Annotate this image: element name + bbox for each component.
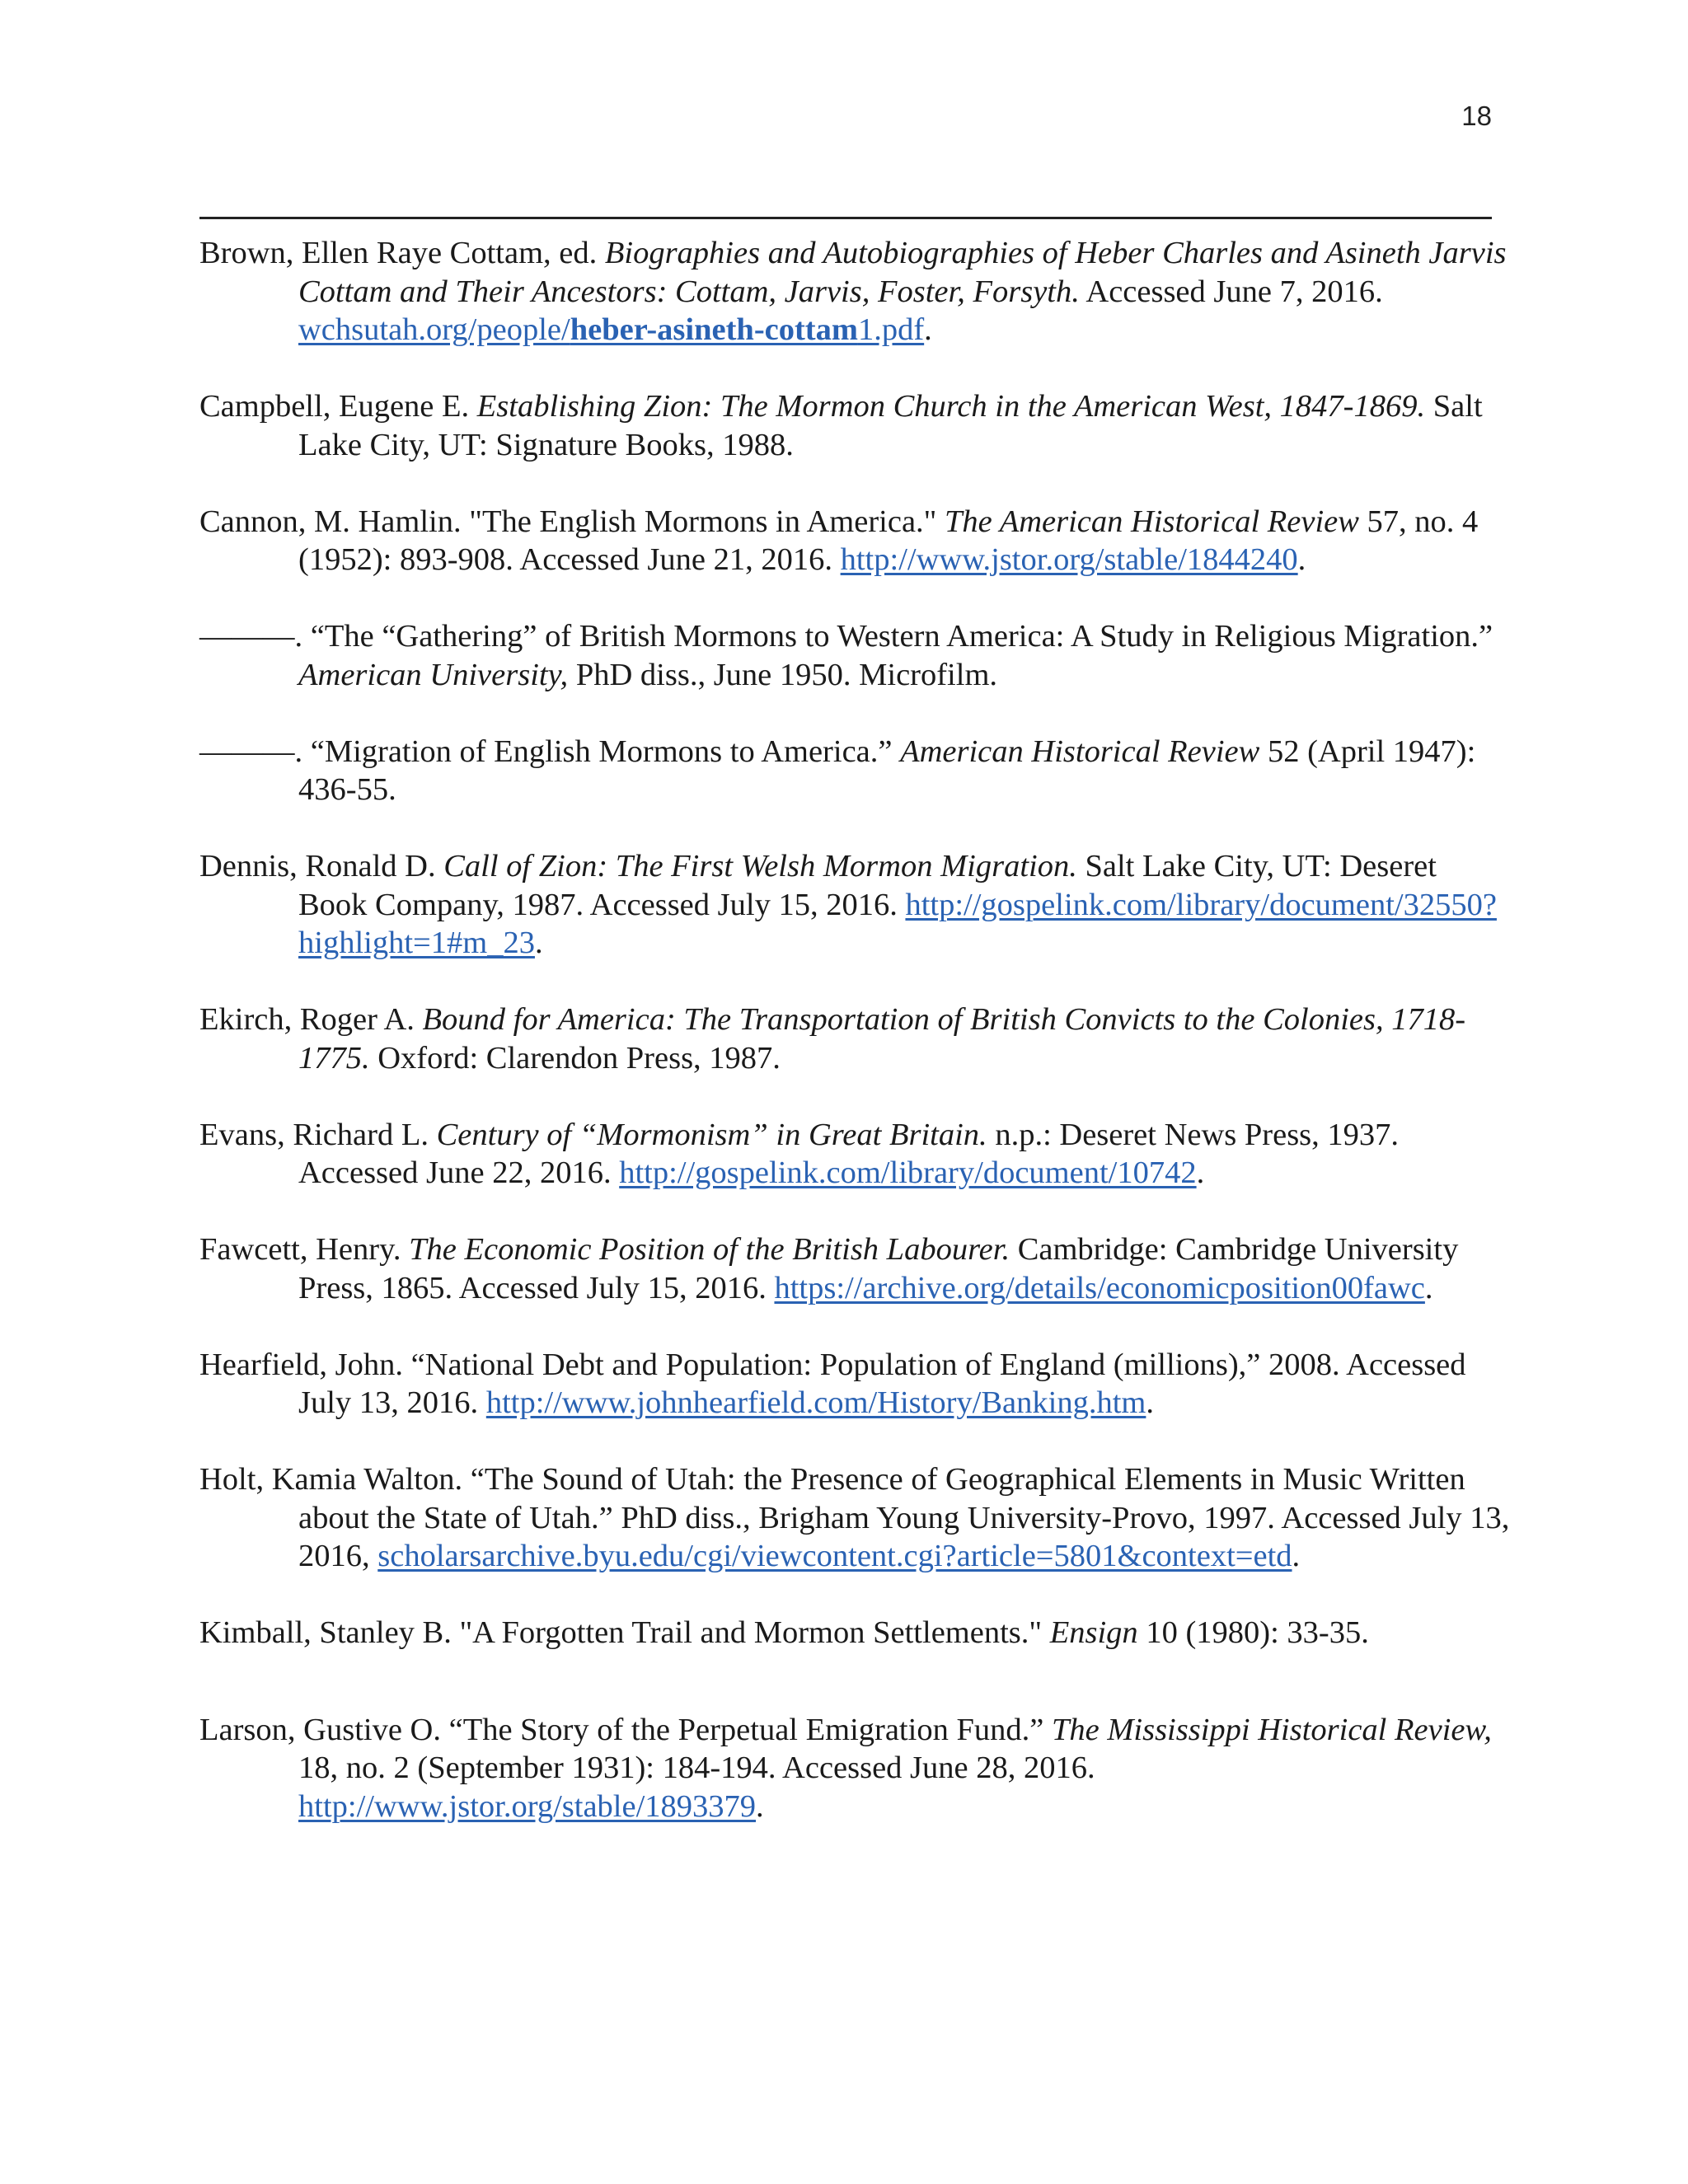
entry-dash: ———.: [199, 619, 303, 654]
entry-details: 18, no. 2 (September 1931): 184-194. Accessed June 28, 2016.: [298, 1750, 1095, 1785]
bibliography-entry-hearfield: [199, 1346, 1510, 1422]
bibliography-entry-holt: [199, 1460, 1510, 1576]
entry-link[interactable]: http://www.jstor.org/stable/1893379: [298, 1788, 757, 1824]
entry-article: “The Story of the Perpetual Emigration Fund.”: [448, 1712, 1044, 1747]
entry-author: Evans, Richard L.: [199, 1117, 429, 1152]
link-text: wchsutah.org/people/: [298, 312, 570, 347]
entry-article: “The Sound of Utah: the Presence of Geographical Elements in Music Written about the State of Utah.”: [298, 1462, 1465, 1535]
entry-link[interactable]: https://archive.org/details/economicposition00fawc: [774, 1270, 1425, 1305]
entry-details: Oxford: Clarendon Press, 1987.: [377, 1040, 781, 1076]
entry-link[interactable]: http://www.jstor.org/stable/1844240: [840, 542, 1298, 577]
page-number: 18: [1461, 101, 1492, 131]
bibliography-entry-brown: [199, 234, 1510, 349]
entry-details: 57, no. 4 (1952): 893-908. Accessed June 21, 2016.: [298, 504, 1479, 577]
entry-details: Salt Lake City, UT: Signature Books, 1988.: [298, 389, 1483, 462]
entry-article: "A Forgotten Trail and Mormon Settlements.": [459, 1615, 1043, 1650]
entry-title: Establishing Zion: The Mormon Church in the American West, 1847-1869.: [476, 389, 1426, 424]
entry-author: Brown, Ellen Raye Cottam, ed.: [199, 236, 598, 270]
entry-details: Accessed July 13, 2016.: [298, 1347, 1466, 1420]
bibliography-entry-campbell: [199, 387, 1510, 464]
bibliography-entry-ekirch: [199, 1001, 1510, 1077]
entry-author: Hearfield, John.: [199, 1347, 403, 1382]
entry-details: 52 (April 1947): 436-55.: [298, 733, 1476, 807]
entry-end: .: [534, 926, 543, 960]
entry-details: Accessed June 7, 2016.: [1085, 274, 1383, 309]
entry-author: Fawcett, Henry.: [199, 1232, 401, 1267]
bibliography-entry-cannon-gathering: [199, 617, 1510, 694]
entry-link[interactable]: scholarsarchive.byu.edu/cgi/viewcontent.cgi?article=5801&context=etd: [377, 1539, 1292, 1573]
bibliography-entry-evans: [199, 1116, 1510, 1193]
entry-details: 10 (1980): 33-35.: [1146, 1615, 1369, 1650]
entry-article: "The English Mormons in America.": [469, 504, 937, 539]
entry-end: .: [756, 1788, 764, 1824]
bibliography-entry-cannon: [199, 503, 1510, 579]
bibliography-list: [199, 234, 1510, 1825]
link-text-bold: heber-asineth-cottam: [570, 312, 858, 347]
entry-title: American University,: [298, 657, 569, 692]
entry-author: Dennis, Ronald D.: [199, 849, 436, 883]
entry-title: Century of “Mormonism” in Great Britain.: [436, 1117, 987, 1152]
entry-title: Biographies and Autobiographies of Heber Charles and Asineth Jarvis Cottam and Their Ancestors: Cottam, Jarvis, Foster, Forsyth.: [298, 236, 1507, 309]
entry-author: Ekirch, Roger A.: [199, 1002, 415, 1037]
entry-title: Call of Zion: The First Welsh Mormon Migration.: [443, 849, 1077, 883]
entry-article: “National Debt and Population: Population of England (millions),” 2008.: [410, 1347, 1340, 1382]
entry-title: American Historical Review: [900, 733, 1260, 769]
entry-author: Larson, Gustive O.: [199, 1712, 441, 1747]
bibliography-entry-larson: [199, 1711, 1510, 1826]
entry-link[interactable]: http://gospelink.com/library/document/32550?highlight=1#m_23: [298, 887, 1497, 960]
entry-article: “The “Gathering” of British Mormons to Western America: A Study in Religious Migration.”: [310, 619, 1493, 654]
bibliography-entry-kimball: [199, 1614, 1510, 1652]
entry-end: .: [1292, 1539, 1301, 1573]
entry-link[interactable]: http://www.johnhearfield.com/History/Banking.htm: [485, 1385, 1146, 1420]
entry-title: The Mississippi Historical Review,: [1051, 1712, 1492, 1747]
entry-end: .: [1297, 542, 1306, 577]
entry-details: Salt Lake City, UT: Deseret Book Company, 1987. Accessed July 15, 2016.: [298, 849, 1437, 922]
entry-author: Holt, Kamia Walton.: [199, 1462, 463, 1497]
entry-dash: ———.: [199, 733, 303, 769]
bibliography-entry-dennis: [199, 847, 1510, 963]
entry-article: “Migration of English Mormons to America.”: [310, 733, 893, 769]
entry-details: n.p.: Deseret News Press, 1937. Accessed June 22, 2016.: [298, 1117, 1400, 1190]
entry-title: The Economic Position of the British Labourer.: [409, 1232, 1010, 1267]
entry-link[interactable]: http://gospelink.com/library/document/10742: [619, 1155, 1197, 1190]
entry-end: .: [1196, 1155, 1205, 1190]
entry-end: .: [1146, 1385, 1154, 1420]
entry-end: .: [924, 312, 932, 347]
entry-author: Cannon, M. Hamlin.: [199, 504, 462, 539]
entry-details: PhD diss., June 1950. Microfilm.: [575, 657, 998, 692]
footnote-rule: [199, 217, 1492, 219]
entry-author: Kimball, Stanley B.: [199, 1615, 452, 1650]
link-text: 1.pdf: [857, 312, 925, 347]
entry-author: Campbell, Eugene E.: [199, 389, 470, 424]
entry-end: .: [1424, 1270, 1433, 1305]
entry-details: Cambridge: Cambridge University Press, 1865. Accessed July 15, 2016.: [298, 1232, 1459, 1305]
bibliography-entry-cannon-migration: [199, 733, 1510, 809]
bibliography-entry-fawcett: [199, 1230, 1510, 1307]
entry-title: Bound for America: The Transportation of British Convicts to the Colonies, 1718-1775.: [298, 1002, 1466, 1076]
entry-title: The American Historical Review: [945, 504, 1359, 539]
entry-details: PhD diss., Brigham Young University-Provo, 1997. Accessed July 13, 2016,: [298, 1500, 1510, 1573]
entry-link[interactable]: [298, 312, 924, 347]
entry-title: Ensign: [1049, 1615, 1138, 1650]
